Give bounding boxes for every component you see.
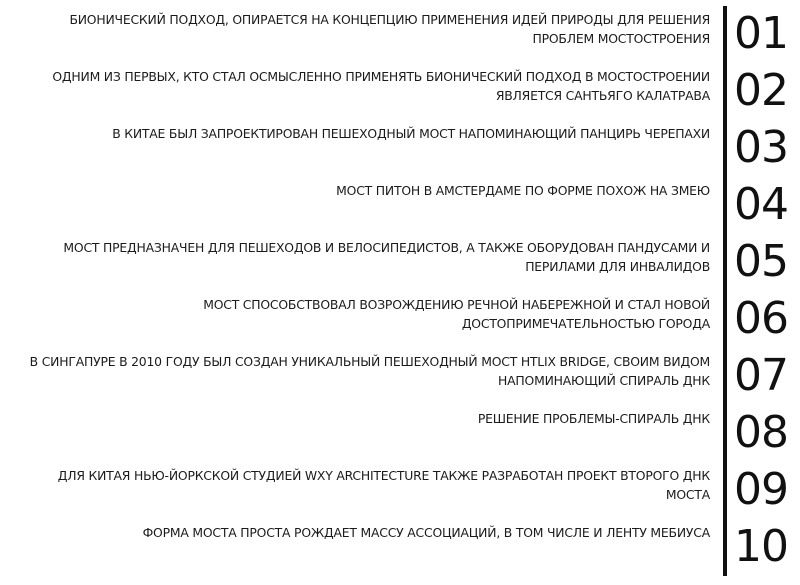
item-number: 03 bbox=[734, 122, 788, 173]
item-text: В КИТАЕ БЫЛ ЗАПРОЕКТИРОВАН ПЕШЕХОДНЫЙ МОСТ НАПОМИНАЮЩИЙ ПАНЦИРЬ ЧЕРЕПАХИ bbox=[112, 126, 710, 141]
list-item bbox=[0, 293, 800, 350]
item-text: БИОНИЧЕСКИЙ ПОДХОД, ОПИРАЕТСЯ НА КОНЦЕПЦИЮ ПРИМЕНЕНИЯ ИДЕЙ ПРИРОДЫ ДЛЯ РЕШЕНИЯ ПРОБЛЕМ МОСТОСТРОЕНИЯ bbox=[69, 12, 710, 46]
list-item bbox=[0, 8, 800, 65]
item-number: 07 bbox=[734, 350, 788, 401]
item-text: МОСТ ПИТОН В АМСТЕРДАМЕ ПО ФОРМЕ ПОХОЖ НА ЗМЕЮ bbox=[336, 183, 710, 198]
item-text: В СИНГАПУРЕ В 2010 ГОДУ БЫЛ СОЗДАН УНИКАЛЬНЫЙ ПЕШЕХОДНЫЙ МОСТ HTLIX BRIDGE, СВОИМ ВИДОМ НАПОМИНАЮЩИЙ СПИРАЛЬ ДНК bbox=[29, 354, 710, 388]
item-text: ФОРМА МОСТА ПРОСТА РОЖДАЕТ МАССУ АССОЦИАЦИЙ, В ТОМ ЧИСЛЕ И ЛЕНТУ МЕБИУСА bbox=[142, 525, 710, 540]
list-item bbox=[0, 179, 800, 236]
list-item bbox=[0, 65, 800, 122]
item-text: РЕШЕНИЕ ПРОБЛЕМЫ-СПИРАЛЬ ДНК bbox=[477, 411, 710, 426]
item-number: 01 bbox=[734, 8, 788, 59]
list-item bbox=[0, 350, 800, 407]
item-number: 02 bbox=[734, 65, 788, 116]
item-number: 10 bbox=[734, 521, 788, 572]
item-text: ОДНИМ ИЗ ПЕРВЫХ, КТО СТАЛ ОСМЫСЛЕННО ПРИМЕНЯТЬ БИОНИЧЕСКИЙ ПОДХОД В МОСТОСТРОЕНИИ ЯВЛЯЕТСЯ САНТЬЯГО КАЛАТРАВА bbox=[52, 69, 710, 103]
item-number: 06 bbox=[734, 293, 788, 344]
list-item bbox=[0, 236, 800, 293]
item-text: ДЛЯ КИТАЯ НЬЮ-ЙОРКСКОЙ СТУДИЕЙ WXY ARCHITECTURE ТАКЖЕ РАЗРАБОТАН ПРОЕКТ ВТОРОГО ДНК МОСТА bbox=[57, 468, 710, 502]
list-item bbox=[0, 407, 800, 464]
list-item bbox=[0, 464, 800, 521]
item-text: МОСТ ПРЕДНАЗНАЧЕН ДЛЯ ПЕШЕХОДОВ И ВЕЛОСИПЕДИСТОВ, А ТАКЖЕ ОБОРУДОВАН ПАНДУСАМИ И ПЕРИЛАМИ ДЛЯ ИНВАЛИДОВ bbox=[63, 240, 710, 274]
item-number: 09 bbox=[734, 464, 788, 515]
list-item bbox=[0, 122, 800, 179]
item-text: МОСТ СПОСОБСТВОВАЛ ВОЗРОЖДЕНИЮ РЕЧНОЙ НАБЕРЕЖНОЙ И СТАЛ НОВОЙ ДОСТОПРИМЕЧАТЕЛЬНОСТЬЮ ГОРОДА bbox=[203, 297, 710, 331]
item-number: 04 bbox=[734, 179, 788, 230]
item-number: 08 bbox=[734, 407, 788, 458]
item-number: 05 bbox=[734, 236, 788, 287]
list-item bbox=[0, 521, 800, 578]
